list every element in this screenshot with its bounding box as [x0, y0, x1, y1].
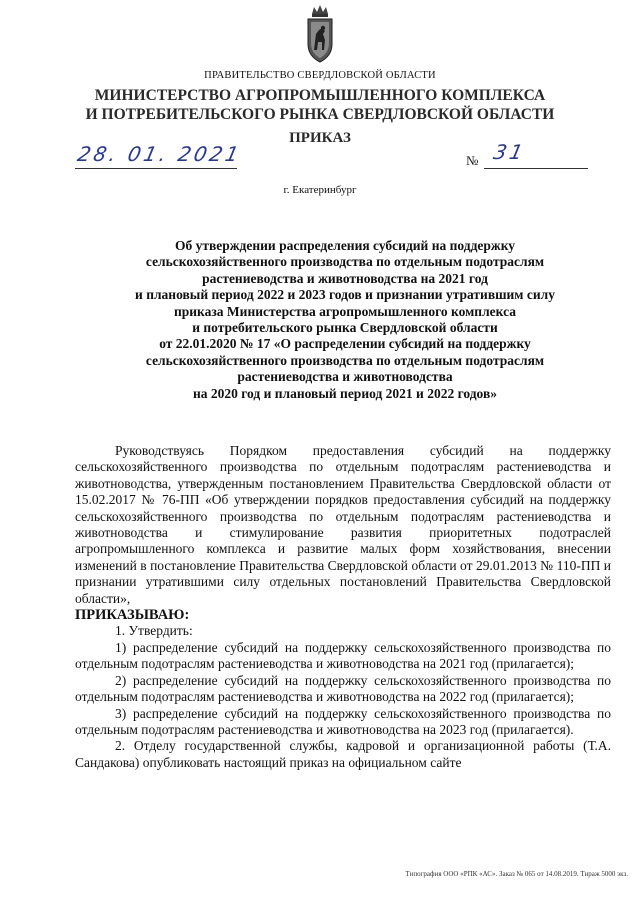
handwritten-date: 28. 01. 2021: [75, 142, 244, 166]
order-body: [75, 443, 611, 771]
print-info: Типография ООО «РПК «АС». Заказ № 065 от 14.08.2019. Тираж 5000 экз.: [405, 870, 628, 878]
handwritten-number: 31: [491, 140, 529, 164]
ministry-line-2: И ПОТРЕБИТЕЛЬСКОГО РЫНКА СВЕРДЛОВСКОЙ ОБЛАСТИ: [85, 106, 555, 123]
order-word: ПРИКАЗЫВАЮ:: [75, 607, 190, 624]
subject-line: сельскохозяйственного производства по отдельным подотраслям: [145, 352, 545, 368]
subject-line: от 22.01.2020 № 17 «О распределении субсидий на поддержку: [159, 336, 531, 352]
order-subitem-2: 2) распределение субсидий на поддержку сельскохозяйственного производства по отдельным подотраслям растениеводства и животноводства на 2022 год (прилагается);: [75, 672, 611, 705]
order-subitem-1: 1) распределение субсидий на поддержку сельскохозяйственного производства по отдельным подотраслям растениеводства и животноводства на 2021 год (прилагается);: [75, 639, 611, 672]
subject-line: растениеводства и животноводства: [237, 369, 453, 385]
coat-of-arms-icon: [303, 4, 337, 66]
subject-line: и плановый период 2022 и 2023 годов и признании утратившим силу: [135, 287, 555, 303]
order-item-2: 2. Отделу государственной службы, кадровой и организационной работы (Т.А. Сандакова) опубликовать настоящий приказ на официальном сайте: [75, 738, 611, 770]
subject-line: растениеводства и животноводства на 2021 год: [202, 270, 488, 286]
preamble-paragraph: Руководствуясь Порядком предоставления субсидий на поддержку сельскохозяйственного производства по отдельным подотраслям растениеводства и животноводства, утвержденным постановлением Правительства Свердловской области от 15.02.2017 № 76-ПП «Об утверждении порядков предоставления субсидий на поддержку сельскохозяйственного производства по отдельным подотраслям растениеводства и животноводства и стимулирование развития приоритетных подотраслей агропромышленного комплекса и развитие малых форм хозяйствования, внесении изменений в постановление Правительства Свердловской области от 29.01.2013 № 110-ПП и признании утратившими силу отдельных постановлений Правительства Свердловской области»,: [75, 443, 611, 606]
number-label: №: [466, 153, 479, 168]
order-item-1: 1. Утвердить:: [115, 623, 193, 639]
subject-line: приказа Министерства агропромышленного комплекса: [173, 303, 516, 319]
government-name: ПРАВИТЕЛЬСТВО СВЕРДЛОВСКОЙ ОБЛАСТИ: [204, 70, 436, 81]
subject-line: сельскохозяйственного производства по отдельным подотраслям: [145, 254, 545, 270]
subject-line: Об утверждении распределения субсидий на поддержку: [174, 238, 516, 253]
order-subject: [80, 238, 610, 402]
ministry-name: [0, 86, 640, 124]
city: г. Екатеринбург: [283, 184, 357, 196]
document-type: ПРИКАЗ: [289, 130, 351, 146]
subject-line: на 2020 год и плановый период 2021 и 2022 годов»: [192, 385, 498, 401]
order-subitem-3: 3) распределение субсидий на поддержку сельскохозяйственного производства по отдельным подотраслям растениеводства и животноводства на 2023 год (прилагается).: [75, 705, 611, 737]
subject-line: и потребительского рынка Свердловской области: [192, 320, 498, 336]
ministry-line-1: МИНИСТЕРСТВО АГРОПРОМЫШЛЕННОГО КОМПЛЕКСА: [94, 87, 546, 104]
